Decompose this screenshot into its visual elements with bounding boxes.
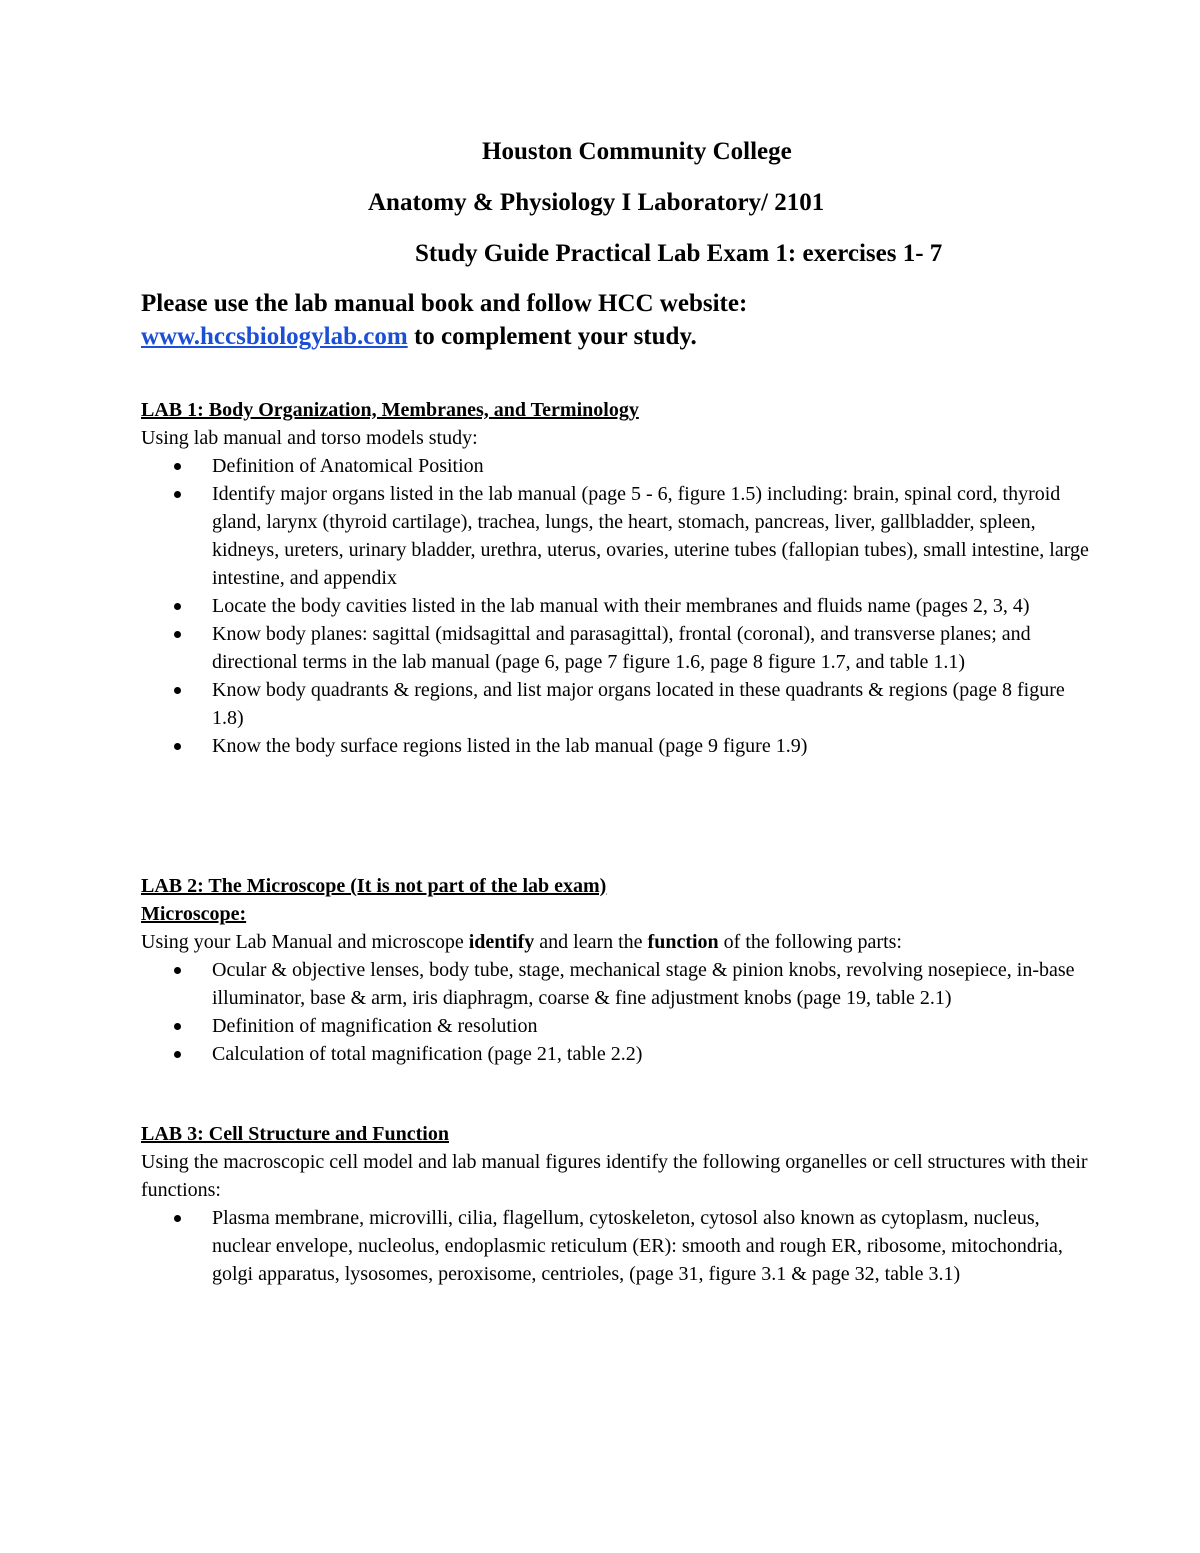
lab2-title: LAB 2: The Microscope (It is not part of the lab exam) <box>141 875 607 897</box>
list-item-text: Ocular & objective lenses, body tube, stage, mechanical stage & pinion knobs, revolving nosepiece, in-base illuminator, base & arm, iris diaphragm, coarse & fine adjustment knobs (page 19, table 2.1) <box>212 959 1075 1009</box>
bullet-icon <box>174 1215 181 1222</box>
lab2-section <box>141 872 1101 1068</box>
lab3-list <box>141 1204 1101 1288</box>
bullet-icon <box>174 743 181 750</box>
list-item <box>141 1040 1101 1068</box>
list-item <box>141 592 1101 620</box>
bullet-icon <box>174 1023 181 1030</box>
lab1-section <box>141 396 1101 760</box>
list-item-text: Know body quadrants & regions, and list major organs located in these quadrants & regions (page 8 figure 1.8) <box>212 679 1065 729</box>
lab1-title: LAB 1: Body Organization, Membranes, and Terminology <box>141 399 639 421</box>
lab3-intro: Using the macroscopic cell model and lab manual figures identify the following organelles or cell structures with their functions: <box>141 1151 1088 1201</box>
list-item-text: Know the body surface regions listed in the lab manual (page 9 figure 1.9) <box>212 735 808 757</box>
list-item-text: Know body planes: sagittal (midsagittal and parasagittal), frontal (coronal), and transverse planes; and directional terms in the lab manual (page 6, page 7 figure 1.6, page 8 figure 1.7, and table 1.1) <box>212 623 1031 673</box>
lab3-section <box>141 1120 1101 1288</box>
list-item <box>141 1012 1101 1040</box>
bullet-icon <box>174 603 181 610</box>
list-item-text: Calculation of total magnification (page 21, table 2.2) <box>212 1043 643 1065</box>
lab2-intro <box>141 928 1101 956</box>
list-item <box>141 480 1101 592</box>
lab3-title: LAB 3: Cell Structure and Function <box>141 1123 449 1145</box>
list-item-text: Definition of Anatomical Position <box>212 455 484 477</box>
intro-line-1: Please use the lab manual book and follow HCC website: <box>141 290 748 317</box>
lab1-intro: Using lab manual and torso models study: <box>141 427 478 449</box>
bullet-icon <box>174 687 181 694</box>
list-item <box>141 676 1101 732</box>
lab2-intro-identify: identify <box>468 931 535 953</box>
study-guide-title: Study Guide Practical Lab Exam 1: exercises 1- 7 <box>415 240 943 267</box>
lab2-intro-part: Using your Lab Manual and microscope <box>141 931 469 953</box>
intro-paragraph <box>141 287 1101 353</box>
college-name: Houston Community College <box>482 138 792 165</box>
lab2-intro-part: and learn the <box>534 931 648 953</box>
lab2-list <box>141 956 1101 1068</box>
lab1-list <box>141 452 1101 760</box>
lab2-subtitle: Microscope: <box>141 903 247 925</box>
bullet-icon <box>174 967 181 974</box>
list-item <box>141 452 1101 480</box>
list-item-text: Plasma membrane, microvilli, cilia, flagellum, cytoskeleton, cytosol also known as cytoplasm, nucleus, nuclear envelope, nucleolus, endoplasmic reticulum (ER): smooth and rough ER, ribosome, mitochondria, golgi apparatus, lysosomes, peroxisome, centrioles, (page 31, figure 3.1 & page 32, table 3.1) <box>212 1207 1063 1285</box>
bullet-icon <box>174 463 181 470</box>
bullet-icon <box>174 1051 181 1058</box>
list-item-text: Locate the body cavities listed in the lab manual with their membranes and fluids name (pages 2, 3, 4) <box>212 595 1030 617</box>
list-item-text: Identify major organs listed in the lab manual (page 5 - 6, figure 1.5) including: brain, spinal cord, thyroid gland, larynx (thyroid cartilage), trachea, lungs, the heart, stomach, pancreas, liver, gallbladder, spleen, kidneys, ureters, urinary bladder, urethra, uterus, ovaries, uterine tubes (fallopian tubes), small intestine, large intestine, and appendix <box>212 483 1089 589</box>
bullet-icon <box>174 631 181 638</box>
list-item <box>141 956 1101 1012</box>
list-item-text: Definition of magnification & resolution <box>212 1015 538 1037</box>
intro-line-2 <box>141 320 1101 353</box>
lab2-intro-part: of the following parts: <box>718 931 902 953</box>
lab2-intro-function: function <box>647 931 719 953</box>
list-item <box>141 732 1101 760</box>
hcc-website-link[interactable]: www.hccsbiologylab.com <box>141 323 408 350</box>
course-title: Anatomy & Physiology I Laboratory/ 2101 <box>368 189 825 216</box>
intro-line-2-rest: to complement your study. <box>407 323 697 350</box>
bullet-icon <box>174 491 181 498</box>
list-item <box>141 620 1101 676</box>
list-item <box>141 1204 1101 1288</box>
